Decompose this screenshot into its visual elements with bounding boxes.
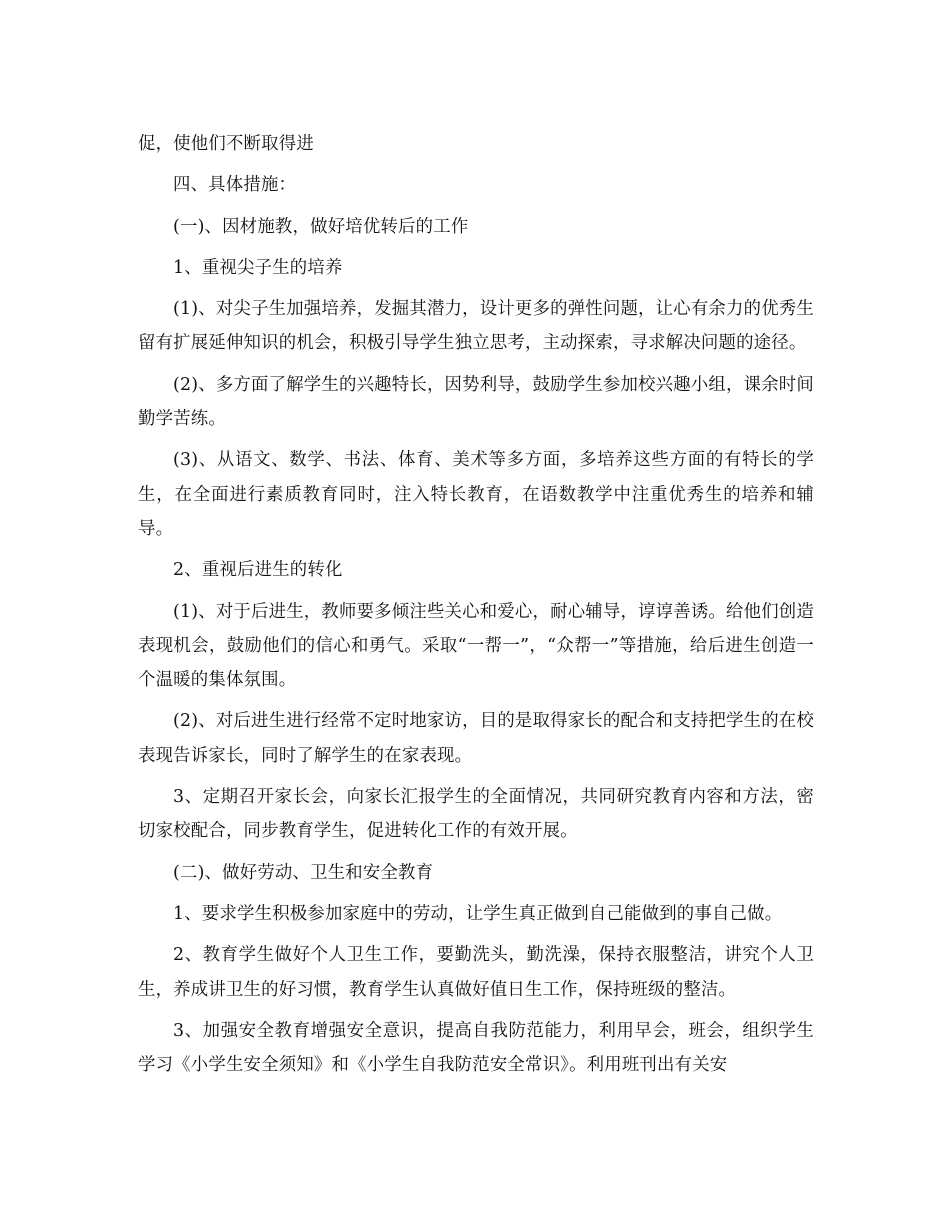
paragraph: (2)、多方面了解学生的兴趣特长，因势利导，鼓励学生参加校兴趣小组，课余时间勤学苦练。 [138,374,814,430]
subsection-heading: (二)、做好劳动、卫生和安全教育 [173,862,434,883]
paragraph: (1)、对于后进生，教师要多倾注些关心和爱心，耐心辅导，谆谆善诱。给他们创造表现机会，鼓励他们的信心和勇气。采取“一帮一”，“众帮一”等措施，给后进生创造一个温暖的集体氛围。 [138,601,814,691]
paragraph: 促，使他们不断取得进 [138,134,314,154]
paragraph: 3、加强安全教育增强安全意识，提高自我防范能力，利用早会，班会，组织学生学习《小学生安全须知》和《小学生自我防范安全常识》。利用班刊出有关安 [138,1020,814,1076]
document-page [138,127,814,1089]
subsection-heading: (一)、因材施教，做好培优转后的工作 [173,216,469,237]
paragraph: (2)、对后进生进行经常不定时地家访，目的是取得家长的配合和支持把学生的在校表现告诉家长，同时了解学生的在家表现。 [138,711,814,766]
paragraph: (1)、对尖子生加强培养，发掘其潜力，设计更多的弹性问题，让心有余力的优秀生留有扩展延伸知识的机会，积极引导学生独立思考，主动探索，寻求解决问题的途径。 [138,299,814,354]
paragraph: 3、定期召开家长会，向家长汇报学生的全面情况，共同研究教育内容和方法，密切家校配合，同步教育学生，促进转化工作的有效开展。 [138,787,814,842]
paragraph: 1、要求学生积极参加家庭中的劳动，让学生真正做到自己能做到的事自己做。 [173,903,783,924]
paragraph: 2、教育学生做好个人卫生工作，要勤洗头，勤洗澡，保持衣服整洁，讲究个人卫生，养成讲卫生的好习惯，教育学生认真做好值日生工作，保持班级的整洁。 [138,945,814,1000]
paragraph: (3)、从语文、数学、书法、体育、美术等多方面，多培养这些方面的有特长的学生，在全面进行素质教育同时，注入特长教育，在语数教学中注重优秀生的培养和辅导。 [138,450,814,539]
section-heading: 四、具体措施： [173,175,297,196]
item-heading: 1、重视尖子生的培养 [173,257,343,278]
item-heading: 2、重视后进生的转化 [173,560,343,581]
